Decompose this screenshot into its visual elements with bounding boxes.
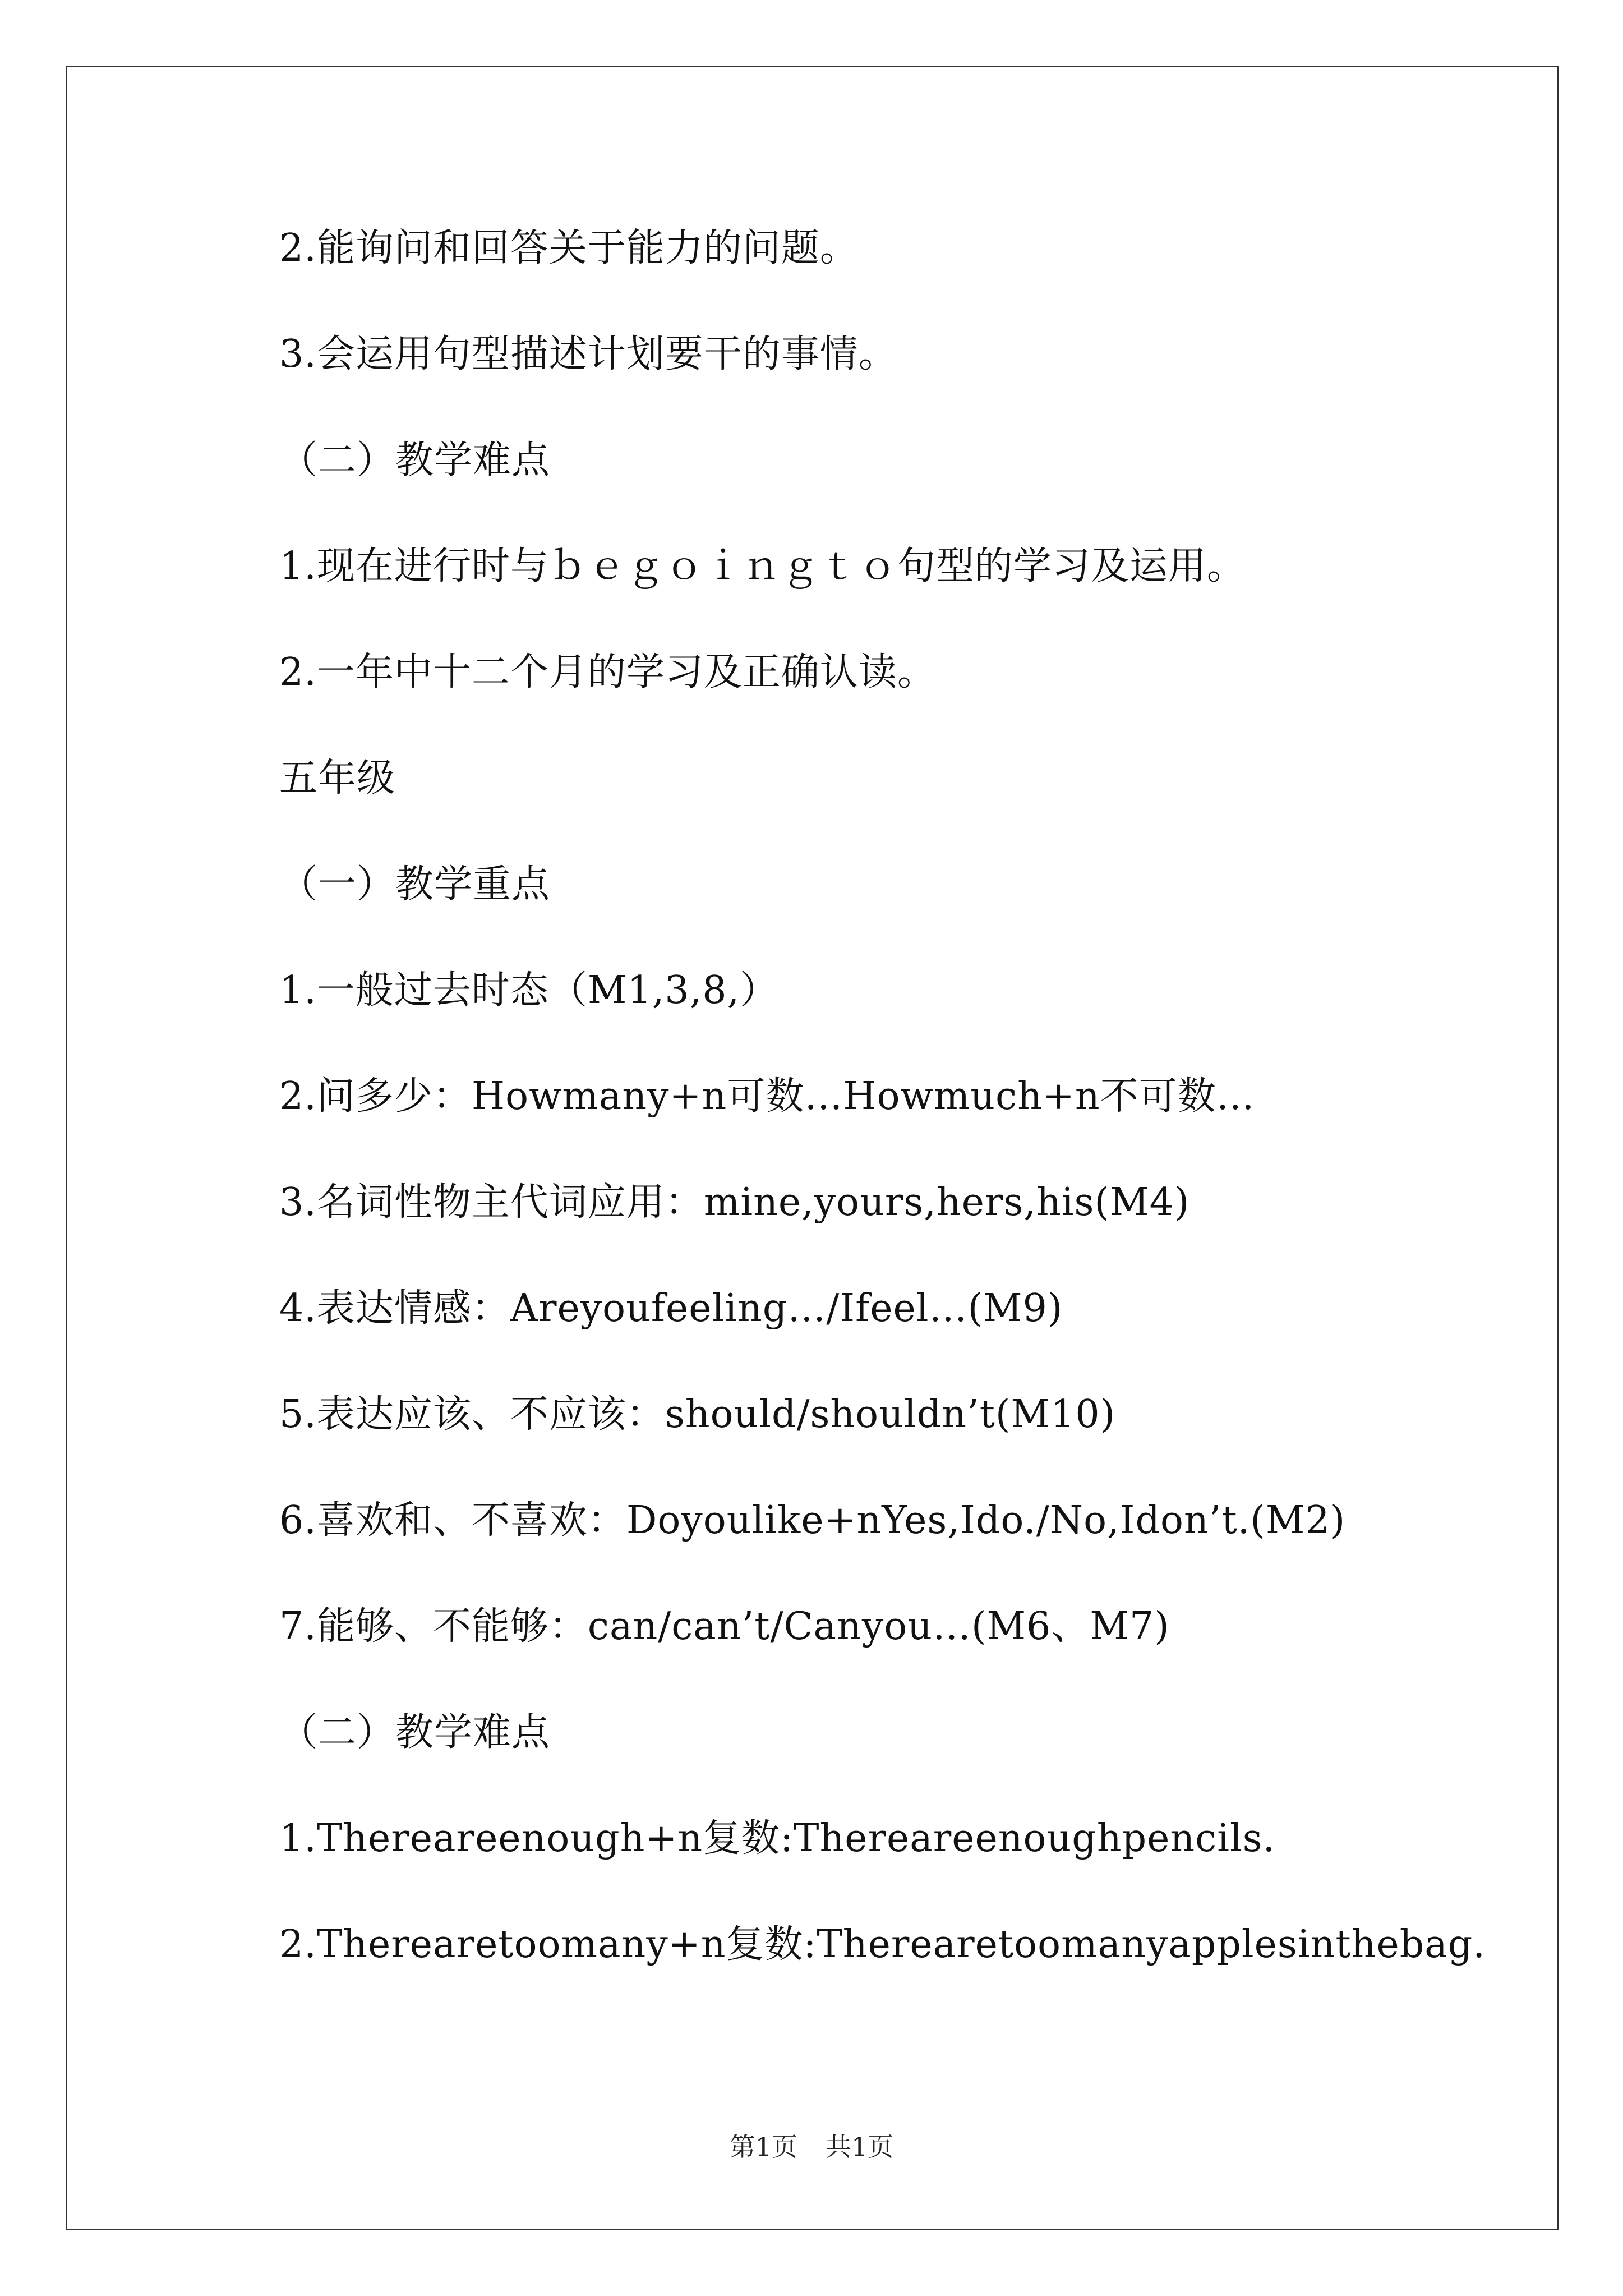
text-line: 7.能够、不能够：can/can’t/Canyou…(M6、M7) <box>279 1604 1170 1649</box>
text-line: 6.喜欢和、不喜欢：Doyoulike+nYes,Ido./No,Idon’t.(M2) <box>279 1498 1346 1543</box>
text-line: 5.表达应该、不应该：should/shouldn’t(M10) <box>279 1392 1116 1437</box>
text-line: 3.会运用句型描述计划要干的事情。 <box>279 332 897 376</box>
section-heading: （一）教学重点 <box>279 862 551 907</box>
text-line: 1.Thereareenough+n复数:Thereareenoughpencils. <box>279 1816 1276 1861</box>
text-line: 2.Therearetoomany+n复数:Therearetoomanyapplesinthebag. <box>279 1922 1486 1967</box>
text-line: 2.能询问和回答关于能力的问题。 <box>279 226 859 270</box>
text-line: 2.一年中十二个月的学习及正确认读。 <box>279 650 936 694</box>
section-heading: （二）教学难点 <box>279 438 551 482</box>
text-line: 4.表达情感：Areyoufeeling…/Ifeel…(M9) <box>279 1286 1063 1331</box>
page-total: 共1页 <box>826 2132 894 2162</box>
text-line: 2.问多少：Howmany+n可数…Howmuch+n不可数… <box>279 1074 1255 1119</box>
section-heading: （二）教学难点 <box>279 1710 551 1755</box>
document-body <box>279 222 1502 2024</box>
page-number: 第1页 <box>729 2132 797 2162</box>
text-line: 1.一般过去时态（M1,3,8,） <box>279 968 779 1013</box>
text-line: 1.现在进行时与ｂｅｇｏｉｎｇｔｏ句型的学习及运用。 <box>279 544 1246 588</box>
page-footer <box>0 2130 1623 2164</box>
text-line: 3.名词性物主代词应用：mine,yours,hers,his(M4) <box>279 1180 1190 1225</box>
grade-heading: 五年级 <box>279 756 396 800</box>
